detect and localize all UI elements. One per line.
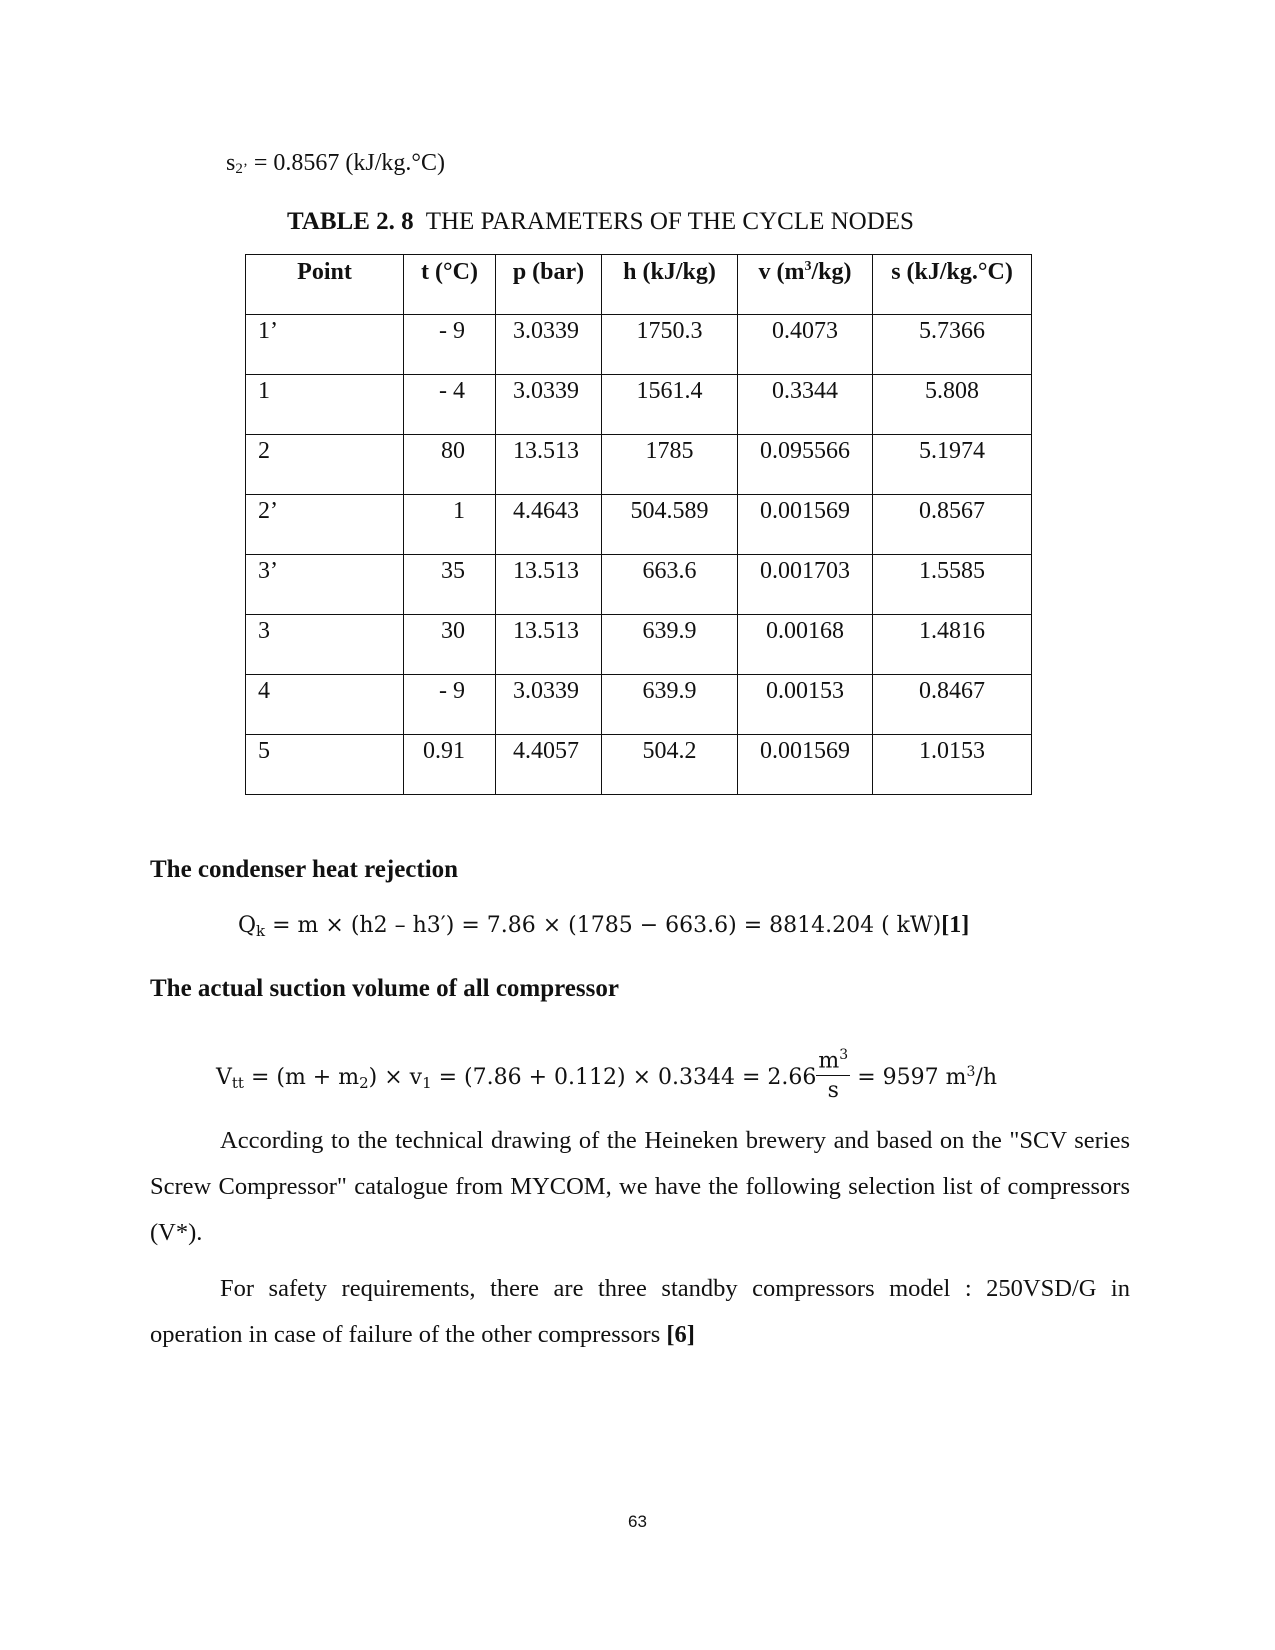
cell-v: 0.3344 — [738, 375, 873, 435]
vtt-subscript: tt — [231, 1074, 244, 1093]
cell-v: 0.001703 — [738, 555, 873, 615]
cell-p: 3.0339 — [496, 675, 602, 735]
cell-point: 1 — [246, 375, 404, 435]
cell-s: 5.1974 — [873, 435, 1032, 495]
cell-p: 4.4643 — [496, 495, 602, 555]
cell-point: 4 — [246, 675, 404, 735]
s2-value-line — [226, 150, 445, 178]
table-row — [246, 615, 1032, 675]
table-row — [246, 375, 1032, 435]
cell-point: 3’ — [246, 555, 404, 615]
header-s: s (kJ/kg.°C) — [873, 255, 1032, 315]
unit-fraction — [816, 1047, 850, 1103]
table-header-row — [246, 255, 1032, 315]
cycle-nodes-table — [245, 254, 1032, 795]
table-row — [246, 675, 1032, 735]
header-point: Point — [246, 255, 404, 315]
fraction-numerator-text: m — [818, 1048, 840, 1074]
cell-h: 639.9 — [602, 615, 738, 675]
cell-t: 35 — [404, 555, 496, 615]
page-number: 63 — [628, 1512, 647, 1531]
qk-reference: [1] — [941, 912, 970, 938]
cell-point: 2 — [246, 435, 404, 495]
cell-p: 13.513 — [496, 555, 602, 615]
cell-t: 0.91 — [404, 735, 496, 795]
vtt-m2-subscript: 2 — [359, 1074, 369, 1093]
header-v-sup: 3 — [804, 259, 812, 274]
qk-subscript: k — [256, 922, 266, 940]
vtt-part1a: = (m + m — [243, 1065, 360, 1091]
cell-s: 1.4816 — [873, 615, 1032, 675]
table-caption-label: TABLE 2. 8 — [287, 208, 414, 235]
fraction-denominator: s — [827, 1078, 839, 1104]
header-v — [738, 255, 873, 315]
paragraph-2-text: For safety requirements, there are three standby compressors model : 250VSD/G in operation in case of failure of the other compressors — [150, 1275, 1130, 1348]
cell-s: 5.7366 — [873, 315, 1032, 375]
suction-formula — [216, 1047, 997, 1106]
header-h: h (kJ/kg) — [602, 255, 738, 315]
s2-subscript: 2’ — [235, 161, 248, 177]
cell-p: 4.4057 — [496, 735, 602, 795]
cell-v: 0.00168 — [738, 615, 873, 675]
vtt-v1-subscript: 1 — [422, 1074, 432, 1093]
fraction-numerator — [816, 1047, 850, 1076]
table-row — [246, 435, 1032, 495]
suction-heading: The actual suction volume of all compressor — [150, 975, 619, 1002]
table-caption — [287, 208, 914, 236]
paragraph-compressor-selection — [150, 1118, 1130, 1256]
header-t: t (°C) — [404, 255, 496, 315]
fraction-numerator-sup: 3 — [839, 1047, 849, 1063]
cell-point: 1’ — [246, 315, 404, 375]
cell-h: 1561.4 — [602, 375, 738, 435]
cell-h: 504.2 — [602, 735, 738, 795]
cell-t: - 9 — [404, 315, 496, 375]
cell-p: 3.0339 — [496, 315, 602, 375]
vtt-part2a: = 9597 m — [850, 1065, 967, 1091]
paragraph-2-reference: [6] — [666, 1321, 695, 1348]
cell-h: 639.9 — [602, 675, 738, 735]
cell-s: 5.808 — [873, 375, 1032, 435]
cell-h: 1750.3 — [602, 315, 738, 375]
vtt-part1c: = (7.86 + 0.112) × 0.3344 = 2.66 — [431, 1065, 817, 1091]
cell-s: 0.8567 — [873, 495, 1032, 555]
cell-p: 3.0339 — [496, 375, 602, 435]
s2-text: = 0.8567 (kJ/kg.°C) — [247, 150, 445, 176]
cell-t: - 4 — [404, 375, 496, 435]
cell-t: 1 — [404, 495, 496, 555]
cell-v: 0.095566 — [738, 435, 873, 495]
table-caption-title: THE PARAMETERS OF THE CYCLE NODES — [425, 208, 914, 235]
s2-symbol: s — [226, 150, 236, 176]
condenser-heading: The condenser heat rejection — [150, 856, 459, 883]
condenser-formula — [238, 912, 969, 940]
cell-t: 80 — [404, 435, 496, 495]
paragraph-standby-compressors — [150, 1266, 1130, 1358]
table-row — [246, 315, 1032, 375]
cell-s: 1.0153 — [873, 735, 1032, 795]
cell-point: 5 — [246, 735, 404, 795]
header-v-prefix: v (m — [758, 259, 805, 285]
cell-v: 0.00153 — [738, 675, 873, 735]
cell-point: 2’ — [246, 495, 404, 555]
vtt-part2b: /h — [975, 1065, 997, 1091]
cell-h: 1785 — [602, 435, 738, 495]
cell-point: 3 — [246, 615, 404, 675]
vtt-symbol: V — [216, 1065, 232, 1091]
qk-formula-body: = m × (h2 – h3′) = 7.86 × (1785 − 663.6) = 8814.204 ( kW) — [265, 913, 942, 938]
cell-p: 13.513 — [496, 435, 602, 495]
cell-t: 30 — [404, 615, 496, 675]
header-p: p (bar) — [496, 255, 602, 315]
cell-h: 504.589 — [602, 495, 738, 555]
paragraph-1-text: According to the technical drawing of the Heineken brewery and based on the "SCV series Screw Compressor" catalogue from MYCOM, we have the following selection list of compressors (V*). — [150, 1127, 1130, 1246]
cell-s: 0.8467 — [873, 675, 1032, 735]
cell-v: 0.4073 — [738, 315, 873, 375]
table-row — [246, 735, 1032, 795]
cell-p: 13.513 — [496, 615, 602, 675]
table-row — [246, 555, 1032, 615]
table-row — [246, 495, 1032, 555]
cell-v: 0.001569 — [738, 735, 873, 795]
cell-v: 0.001569 — [738, 495, 873, 555]
vtt-part2-sup: 3 — [966, 1063, 976, 1080]
qk-symbol: Q — [238, 913, 257, 938]
header-v-suffix: /kg) — [811, 259, 852, 285]
cell-s: 1.5585 — [873, 555, 1032, 615]
cell-h: 663.6 — [602, 555, 738, 615]
cell-t: - 9 — [404, 675, 496, 735]
vtt-part1b: ) × v — [368, 1065, 423, 1091]
